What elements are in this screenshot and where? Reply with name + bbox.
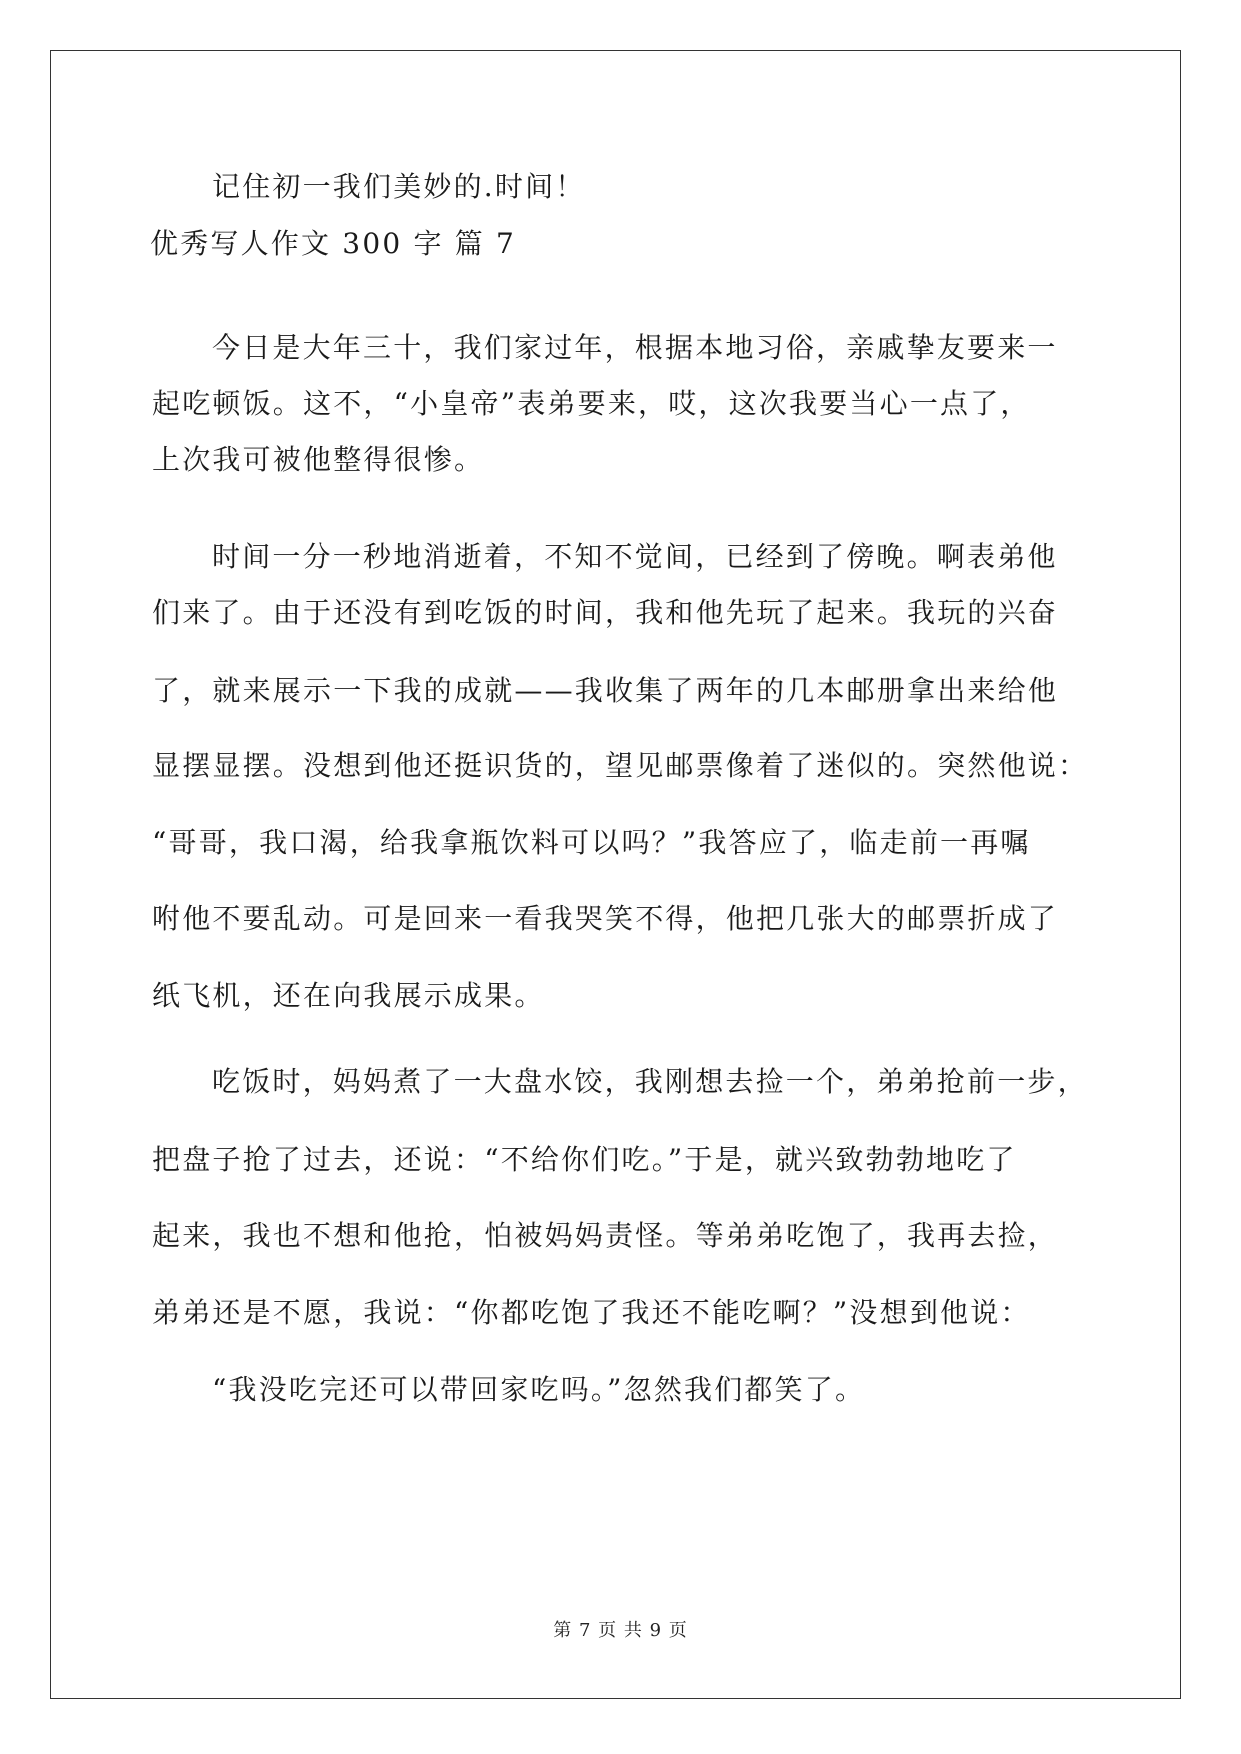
paragraph-line: “我没吃完还可以带回家吃吗。”忽然我们都笑了。 <box>212 1373 866 1406</box>
paragraph-line: “哥哥，我口渴，给我拿瓶饮料可以吗？”我答应了，临走前一再嘱 <box>152 826 1031 859</box>
page-border <box>50 50 1181 1699</box>
section-heading: 优秀写人作文 300 字 篇 7 <box>150 227 517 260</box>
paragraph-line: 起吃顿饭。这不，“小皇帝”表弟要来，哎，这次我要当心一点了， <box>152 387 1031 420</box>
paragraph-line: 记住初一我们美妙的.时间！ <box>212 170 586 203</box>
paragraph-line: 咐他不要乱动。可是回来一看我哭笑不得，他把几张大的邮票折成了 <box>152 902 1059 935</box>
paragraph-line: 们来了。由于还没有到吃饭的时间，我和他先玩了起来。我玩的兴奋 <box>152 596 1059 629</box>
paragraph-line: 显摆显摆。没想到他还挺识货的，望见邮票像着了迷似的。突然他说： <box>152 749 1089 782</box>
paragraph-line: 今日是大年三十，我们家过年，根据本地习俗，亲戚挚友要来一 <box>212 331 1058 364</box>
paragraph-line: 纸飞机，还在向我展示成果。 <box>152 979 545 1012</box>
paragraph-line: 吃饭时，妈妈煮了一大盘水饺，我刚想去捡一个，弟弟抢前一步， <box>212 1065 1088 1098</box>
paragraph-line: 弟弟还是不愿，我说：“你都吃饱了我还不能吃啊？”没想到他说： <box>152 1296 1031 1329</box>
paragraph-line: 上次我可被他整得很惨。 <box>152 443 485 476</box>
paragraph-line: 起来，我也不想和他抢，怕被妈妈责怪。等弟弟吃饱了，我再去捡， <box>152 1219 1059 1252</box>
paragraph-line: 了，就来展示一下我的成就——我收集了两年的几本邮册拿出来给他 <box>152 674 1059 707</box>
paragraph-line: 时间一分一秒地消逝着，不知不觉间，已经到了傍晚。啊表弟他 <box>212 540 1058 573</box>
paragraph-line: 把盘子抢了过去，还说：“不给你们吃。”于是，就兴致勃勃地吃了 <box>152 1143 1017 1176</box>
page-number: 第 7 页 共 9 页 <box>553 1620 688 1641</box>
